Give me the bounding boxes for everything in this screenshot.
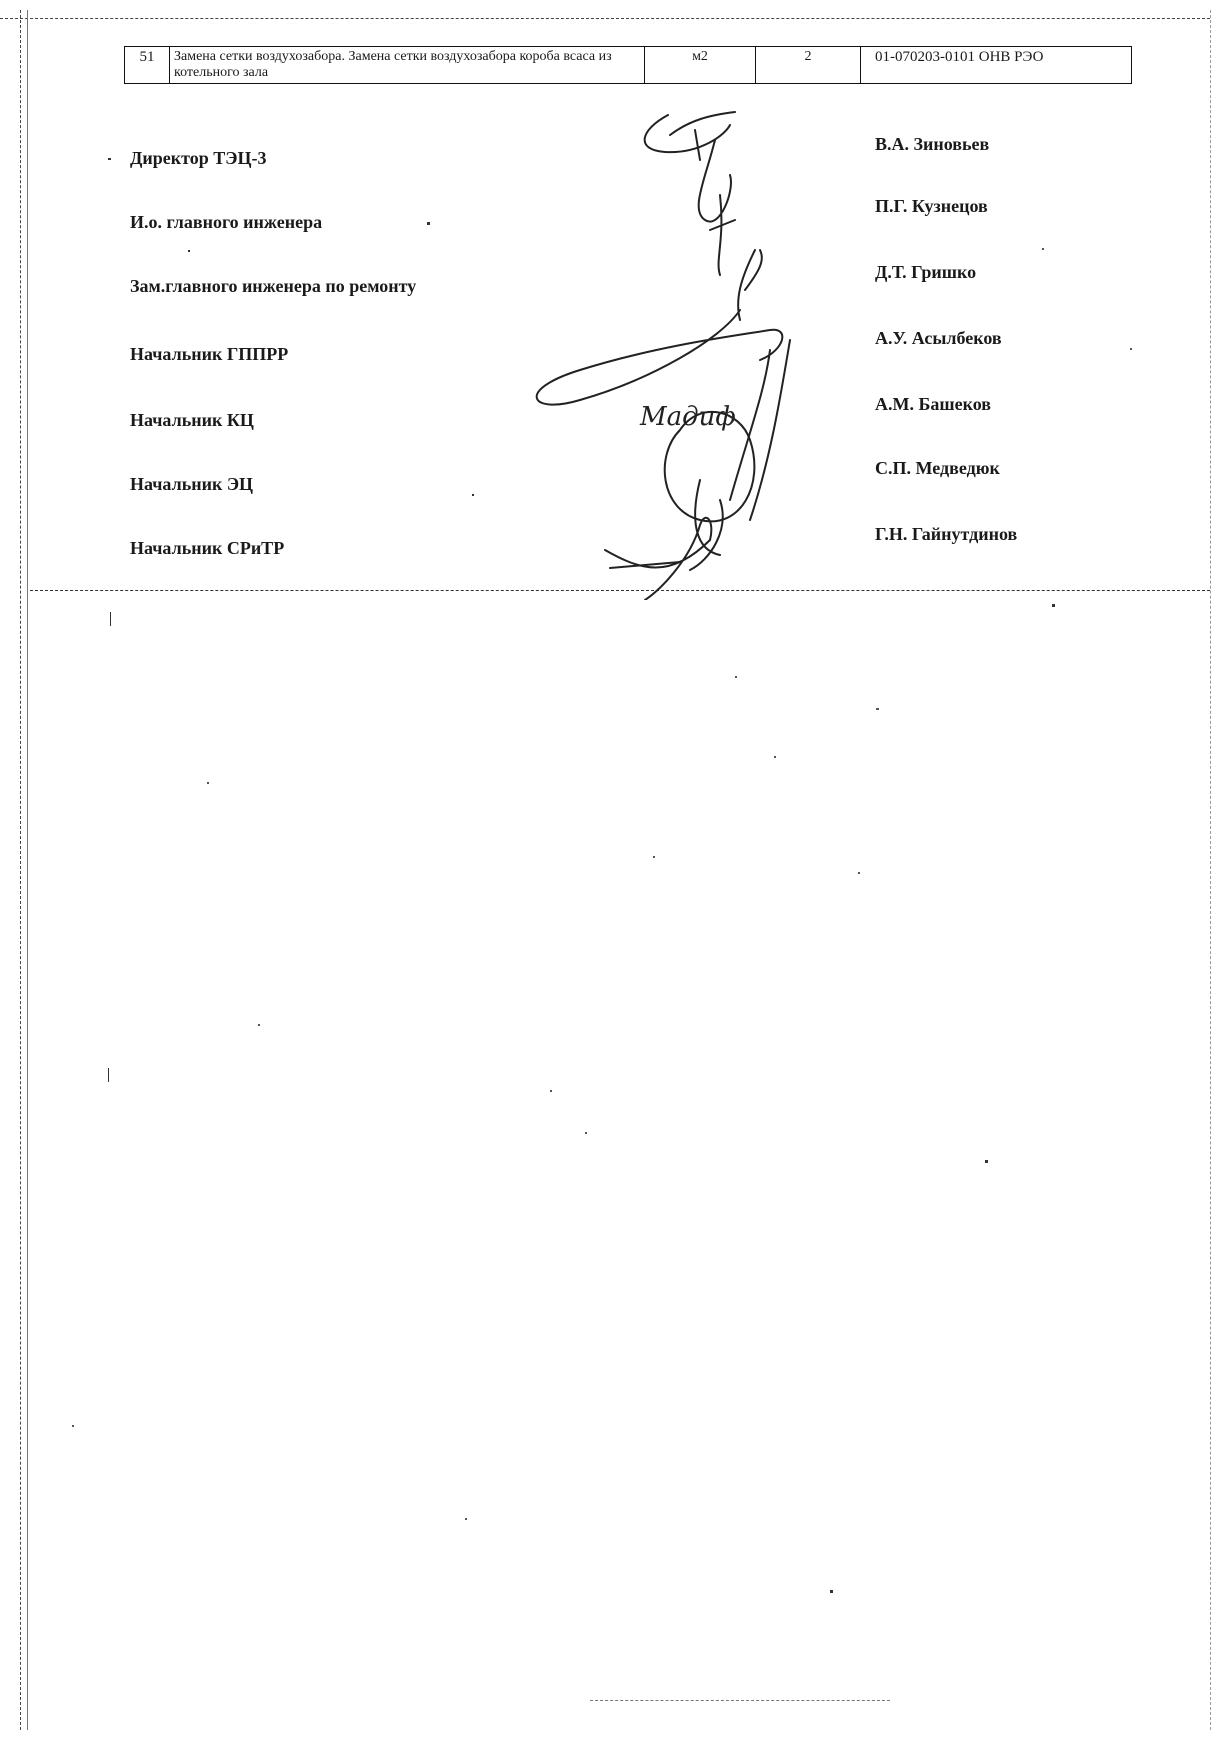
scan-speck — [207, 782, 209, 784]
scan-speck — [1042, 248, 1044, 250]
signatory-name: Г.Н. Гайнутдинов — [875, 524, 1018, 544]
signature-stroke — [699, 140, 735, 275]
scan-speck — [188, 250, 190, 252]
signatory-title: Начальник ЭЦ — [130, 474, 254, 494]
signatory-title: Директор ТЭЦ-3 — [130, 148, 267, 168]
signatory-name: С.П. Медведюк — [875, 458, 1000, 478]
row-number: 51 — [125, 47, 170, 84]
scan-speck — [427, 222, 430, 225]
signature-stroke — [690, 480, 723, 570]
scan-speck — [585, 1132, 587, 1134]
scan-speck — [774, 756, 776, 758]
signatory-title: Начальник СРиТР — [130, 538, 285, 558]
scan-speck — [830, 1590, 833, 1593]
scan-speck — [472, 494, 474, 496]
table-row — [125, 47, 1132, 84]
scan-speck — [258, 1024, 260, 1026]
specification-table — [124, 46, 1132, 84]
signature-stroke — [537, 310, 783, 405]
scan-speck — [876, 708, 879, 710]
signature-stroke — [605, 518, 711, 600]
scan-speck — [858, 872, 860, 874]
signatory-name: В.А. Зиновьев — [875, 134, 990, 154]
scan-left-edge — [20, 10, 21, 1730]
scan-right-edge — [1210, 10, 1211, 1730]
row-unit: м2 — [645, 47, 756, 84]
signature-script-text: Мадиф — [640, 402, 736, 432]
signatory-name: П.Г. Кузнецов — [875, 196, 988, 216]
scan-left-edge-inner — [27, 10, 28, 1730]
signatory-name: А.М. Башеков — [875, 394, 991, 414]
handwritten-signatures — [520, 100, 850, 600]
scan-speck — [735, 676, 737, 678]
signature-stroke — [730, 340, 790, 520]
scan-speck — [108, 1068, 111, 1082]
scan-speck — [108, 158, 111, 160]
scan-speck — [465, 1518, 467, 1520]
scan-top-edge — [0, 18, 1210, 19]
scan-speck — [110, 612, 113, 626]
scan-speck — [653, 856, 655, 858]
signatory-title: Начальник КЦ — [130, 410, 254, 430]
scan-speck — [1052, 604, 1055, 607]
row-code: 01-070203-0101 ОНВ РЭО — [861, 47, 1132, 84]
signatory-name: Д.Т. Гришко — [875, 262, 977, 282]
signatory-title: И.о. главного инженера — [130, 212, 323, 232]
signatory-title: Начальник ГППРР — [130, 344, 289, 364]
scan-speck — [1130, 348, 1132, 350]
row-quantity: 2 — [756, 47, 861, 84]
signatory-name: А.У. Асылбеков — [875, 328, 1002, 348]
signatory-title: Зам.главного инженера по ремонту — [130, 276, 417, 296]
signature-stroke — [645, 112, 735, 160]
scan-bottom-mark — [590, 1700, 890, 1701]
scan-speck — [985, 1160, 988, 1163]
row-description: Замена сетки воздухозабора. Замена сетки воздухозабора короба всаса из котельного зала — [170, 47, 645, 84]
scan-speck — [550, 1090, 552, 1092]
scan-speck — [72, 1425, 74, 1427]
signature-stroke — [738, 250, 762, 320]
